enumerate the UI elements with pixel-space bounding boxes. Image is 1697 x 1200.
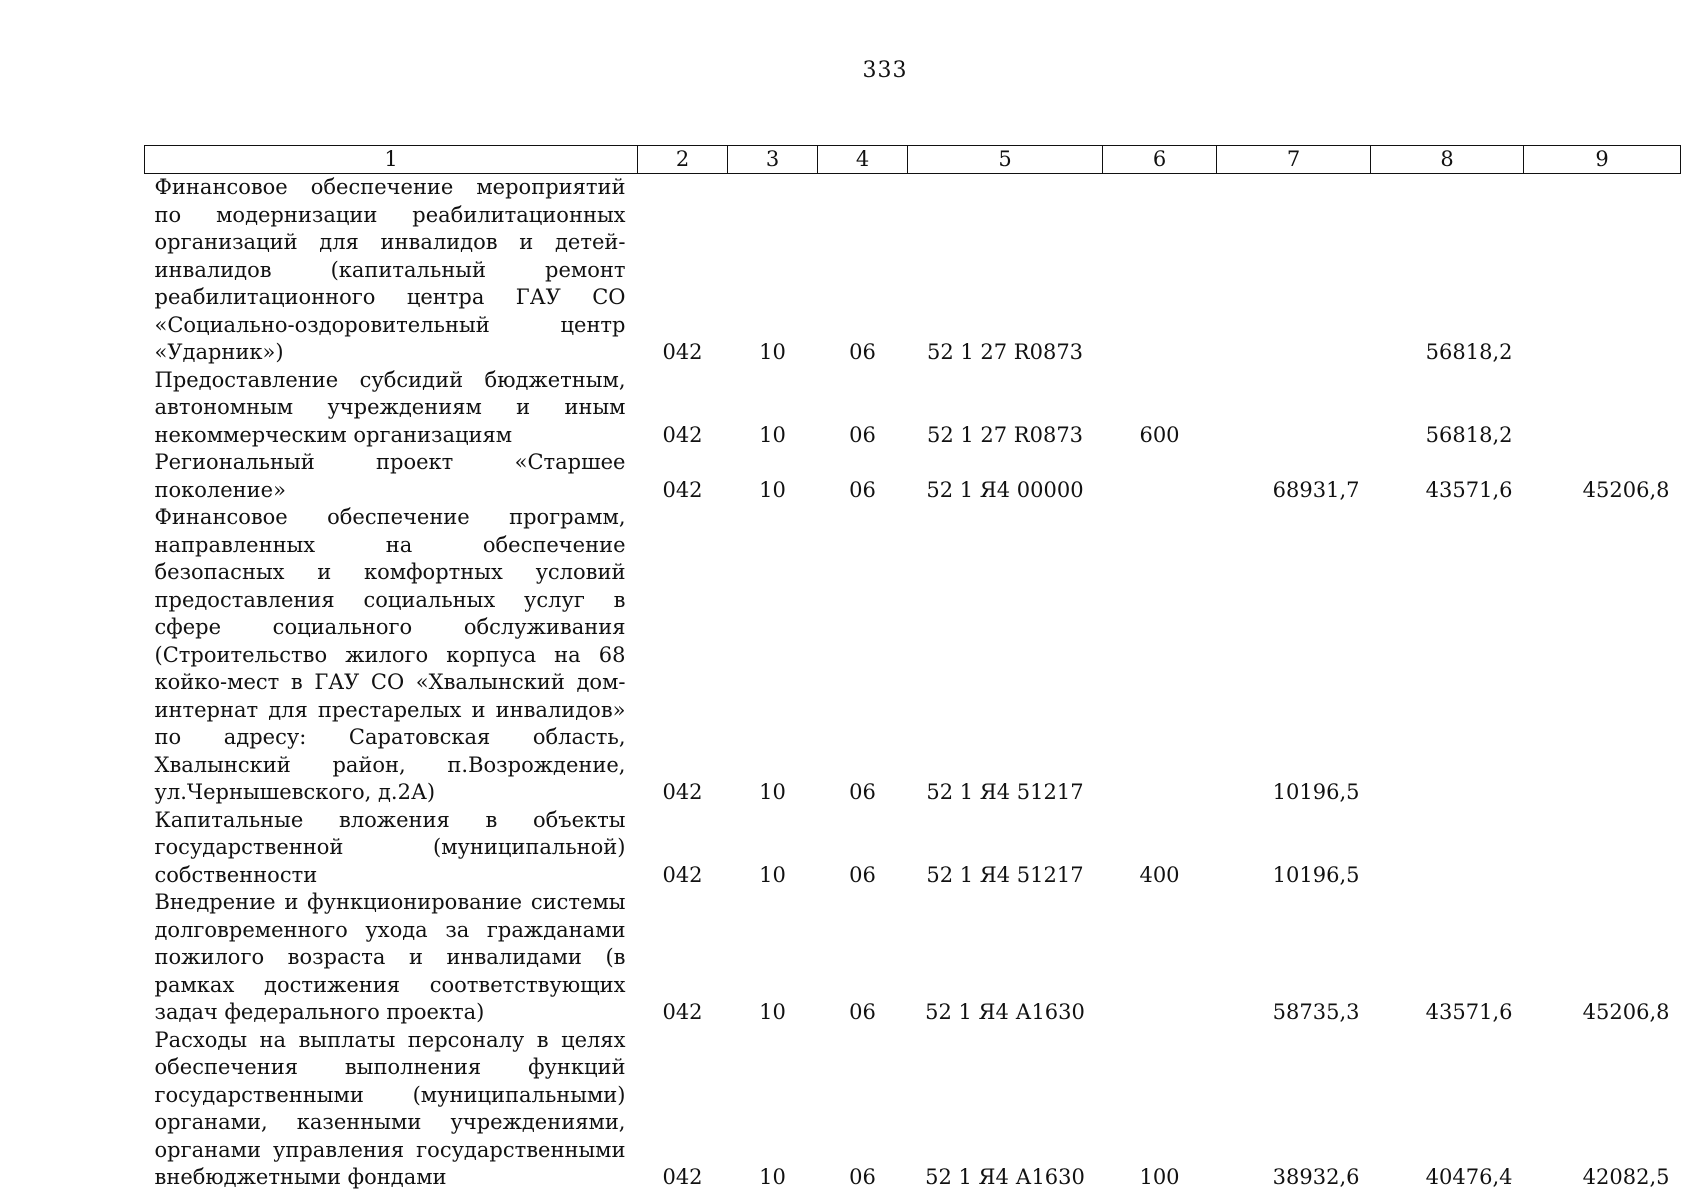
- table-row: [145, 889, 1681, 1027]
- expense-type-code: [1103, 889, 1217, 1027]
- row-description: Внедрение и функционирование системы долговременного ухода за гражданами пожилого возраста и инвалидами (в рамках достижения соответствующих задач федерального проекта): [154, 890, 626, 1024]
- admin-code: 042: [662, 477, 703, 502]
- row-description: Капитальные вложения в объекты государственной (муниципальной) собственности: [154, 807, 626, 887]
- section-code: 10: [759, 477, 786, 502]
- expense-type-code: [1103, 174, 1217, 367]
- row-description: Финансовое обеспечение мероприятий по модернизации реабилитационных организаций для инвалидов и детей-инвалидов (капитальный ремонт реабилитационного центра ГАУ СО «Социально-оздоровительный центр «Ударник»): [154, 175, 626, 364]
- amount-col9: [1524, 504, 1681, 807]
- amount-col7: [1217, 174, 1371, 367]
- amount-col9: 45206,8: [1582, 1000, 1670, 1024]
- admin-code: 042: [662, 340, 703, 364]
- subsection-code: 06: [849, 780, 876, 804]
- subsection-code: 06: [849, 1165, 876, 1189]
- amount-col9: 45206,8: [1582, 477, 1670, 502]
- table-row: [145, 367, 1681, 450]
- amount-col8: 56818,2: [1425, 340, 1513, 364]
- header-cell: 7: [1217, 146, 1371, 174]
- admin-code: 042: [662, 1000, 703, 1024]
- amount-col8: 43571,6: [1425, 1000, 1513, 1024]
- section-code: 10: [759, 1000, 786, 1024]
- page-number: 333: [862, 58, 908, 83]
- subsection-code: 06: [849, 1000, 876, 1024]
- amount-col9: [1524, 807, 1681, 890]
- header-cell: 8: [1371, 146, 1524, 174]
- amount-col9: [1524, 367, 1681, 450]
- header-cell: 6: [1103, 146, 1217, 174]
- budget-table: [144, 145, 1681, 1192]
- table-header-row: [145, 146, 1681, 174]
- amount-col9: [1524, 174, 1681, 367]
- header-cell: 3: [728, 146, 818, 174]
- amount-col7: 10196,5: [1272, 862, 1360, 887]
- table-row: [145, 449, 1681, 504]
- target-article-code: 52 1 Я4 51217: [926, 862, 1084, 887]
- admin-code: 042: [662, 780, 703, 804]
- subsection-code: 06: [849, 477, 876, 502]
- row-description: Финансовое обеспечение программ, направленных на обеспечение безопасных и комфортных условий предоставления социальных услуг в сфере социального обслуживания (Строительство жилого корпуса на 68 койко-мест в ГАУ СО «Хвалынский дом-интернат для престарелых и инвалидов» по адресу: Саратовская область, Хвалынский район, п.Возрождение, ул.Чернышевского, д.2А): [154, 505, 626, 804]
- amount-col9: 42082,5: [1582, 1165, 1670, 1189]
- subsection-code: 06: [849, 340, 876, 364]
- amount-col7: 38932,6: [1272, 1165, 1360, 1189]
- section-code: 10: [759, 422, 786, 447]
- amount-col7: 58735,3: [1272, 1000, 1360, 1024]
- amount-col7: [1217, 367, 1371, 450]
- subsection-code: 06: [849, 862, 876, 887]
- admin-code: 042: [662, 1165, 703, 1189]
- section-code: 10: [759, 780, 786, 804]
- row-description: Региональный проект «Старшее поколение»: [154, 450, 626, 502]
- section-code: 10: [759, 340, 786, 364]
- admin-code: 042: [662, 422, 703, 447]
- amount-col7: 68931,7: [1272, 477, 1360, 502]
- section-code: 10: [759, 862, 786, 887]
- header-cell: 4: [818, 146, 908, 174]
- amount-col7: 10196,5: [1272, 780, 1360, 804]
- expense-type-code: [1103, 504, 1217, 807]
- expense-type-code: 100: [1139, 1165, 1180, 1189]
- header-cell: 9: [1524, 146, 1681, 174]
- expense-type-code: [1103, 449, 1217, 504]
- header-cell: 1: [145, 146, 638, 174]
- admin-code: 042: [662, 862, 703, 887]
- expense-type-code: 400: [1139, 862, 1180, 887]
- table-row: [145, 504, 1681, 807]
- table-row: [145, 1027, 1681, 1192]
- subsection-code: 06: [849, 422, 876, 447]
- target-article-code: 52 1 Я4 51217: [926, 780, 1084, 804]
- expense-type-code: 600: [1139, 422, 1180, 447]
- section-code: 10: [759, 1165, 786, 1189]
- amount-col8: 56818,2: [1425, 422, 1513, 447]
- amount-col8: 43571,6: [1425, 477, 1513, 502]
- target-article-code: 52 1 Я4 А1630: [925, 1000, 1085, 1024]
- header-cell: 5: [908, 146, 1103, 174]
- amount-col8: [1371, 504, 1524, 807]
- table-row: [145, 807, 1681, 890]
- target-article-code: 52 1 27 R0873: [926, 340, 1084, 364]
- target-article-code: 52 1 Я4 00000: [926, 477, 1084, 502]
- target-article-code: 52 1 Я4 А1630: [925, 1165, 1085, 1189]
- amount-col8: 40476,4: [1425, 1165, 1513, 1189]
- header-cell: 2: [638, 146, 728, 174]
- row-description: Предоставление субсидий бюджетным, автономным учреждениям и иным некоммерческим организациям: [154, 367, 626, 447]
- target-article-code: 52 1 27 R0873: [926, 422, 1084, 447]
- table-row: [145, 174, 1681, 367]
- row-description: Расходы на выплаты персоналу в целях обеспечения выполнения функций государственными (муниципальными) органами, казенными учреждениями, органами управления государственными внебюджетными фондами: [154, 1027, 626, 1189]
- amount-col8: [1371, 807, 1524, 890]
